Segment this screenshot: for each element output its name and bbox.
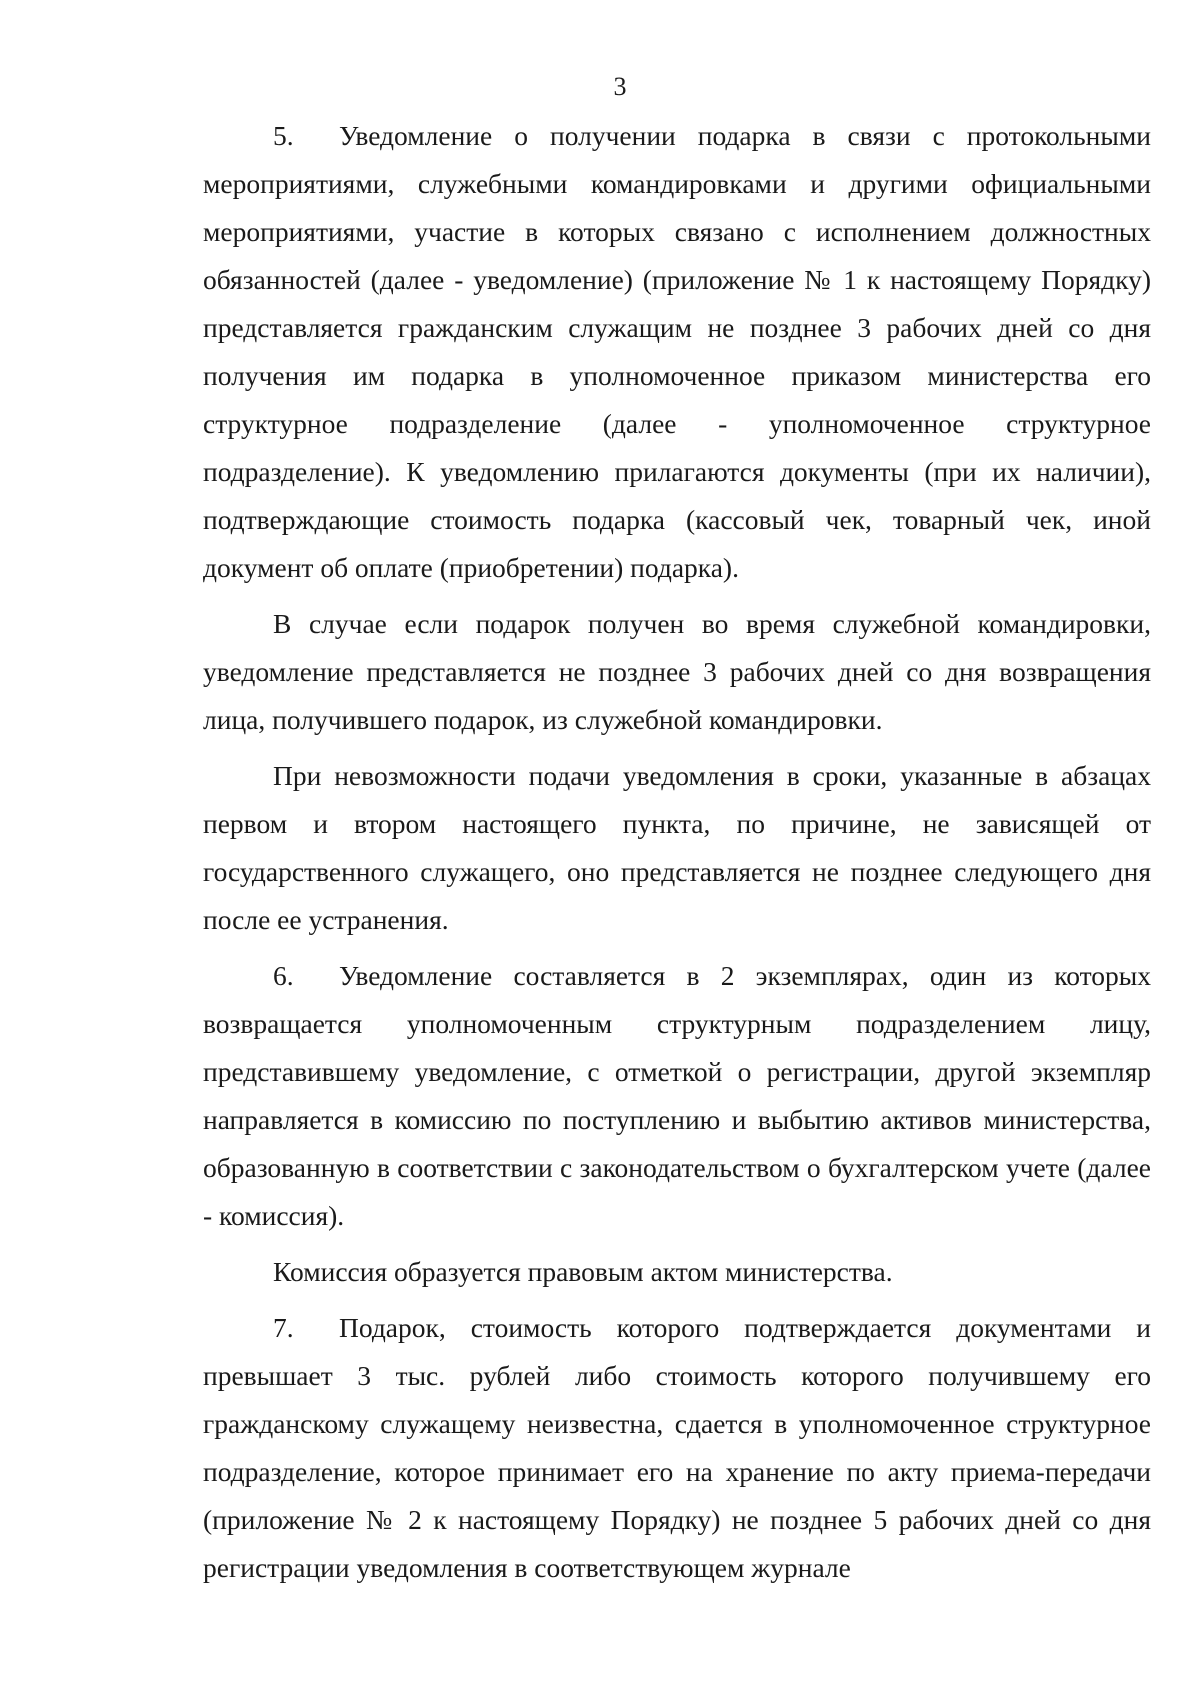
paragraph-text: Уведомление составляется в 2 экземплярах, один из которых возвращается уполномоченным структурным подразделением лицу, представившему уведомление, с отметкой о регистрации, другой экземпляр направляется в комиссию по поступлению и выбытию активов министерства, образованную в соответствии с законодательством о бухгалтерском учете (далее - комиссия).: [203, 960, 1151, 1231]
document-body: [203, 112, 1151, 1592]
paragraph-text: Подарок, стоимость которого подтверждается документами и превышает 3 тыс. рублей либо стоимость которого получившему его гражданскому служащему неизвестна, сдается в уполномоченное структурное подразделение, которое принимает его на хранение по акту приема-передачи (приложение № 2 к настоящему Порядку) не позднее 5 рабочих дней со дня регистрации уведомления в соответствующем журнале: [203, 1312, 1151, 1583]
paragraph-item-7: [203, 1304, 1151, 1592]
paragraph-text: При невозможности подачи уведомления в сроки, указанные в абзацах первом и втором настоящего пункта, по причине, не зависящей от государственного служащего, оно представляется не позднее следующего дня после ее устранения.: [203, 760, 1151, 935]
paragraph: [203, 600, 1151, 744]
item-number: 5.: [273, 120, 294, 151]
paragraph: [203, 752, 1151, 944]
paragraph-item-5: [203, 112, 1151, 592]
paragraph-text: Комиссия образуется правовым актом министерства.: [273, 1256, 893, 1287]
item-number: 6.: [273, 960, 294, 991]
paragraph-text: В случае если подарок получен во время служебной командировки, уведомление представляется не позднее 3 рабочих дней со дня возвращения лица, получившего подарок, из служебной командировки.: [203, 608, 1151, 735]
paragraph: [203, 1248, 1151, 1296]
paragraph-item-6: [203, 952, 1151, 1240]
item-number: 7.: [273, 1312, 294, 1343]
page-number: 3: [613, 72, 627, 101]
paragraph-text: Уведомление о получении подарка в связи с протокольными мероприятиями, служебными командировками и другими официальными мероприятиями, участие в которых связано с исполнением должностных обязанностей (далее - уведомление) (приложение № 1 к настоящему Порядку) представляется гражданским служащим не позднее 3 рабочих дней со дня получения им подарка в уполномоченное приказом министерства его структурное подразделение (далее - уполномоченное структурное подразделение). К уведомлению прилагаются документы (при их наличии), подтверждающие стоимость подарка (кассовый чек, товарный чек, иной документ об оплате (приобретении) подарка).: [203, 120, 1151, 583]
